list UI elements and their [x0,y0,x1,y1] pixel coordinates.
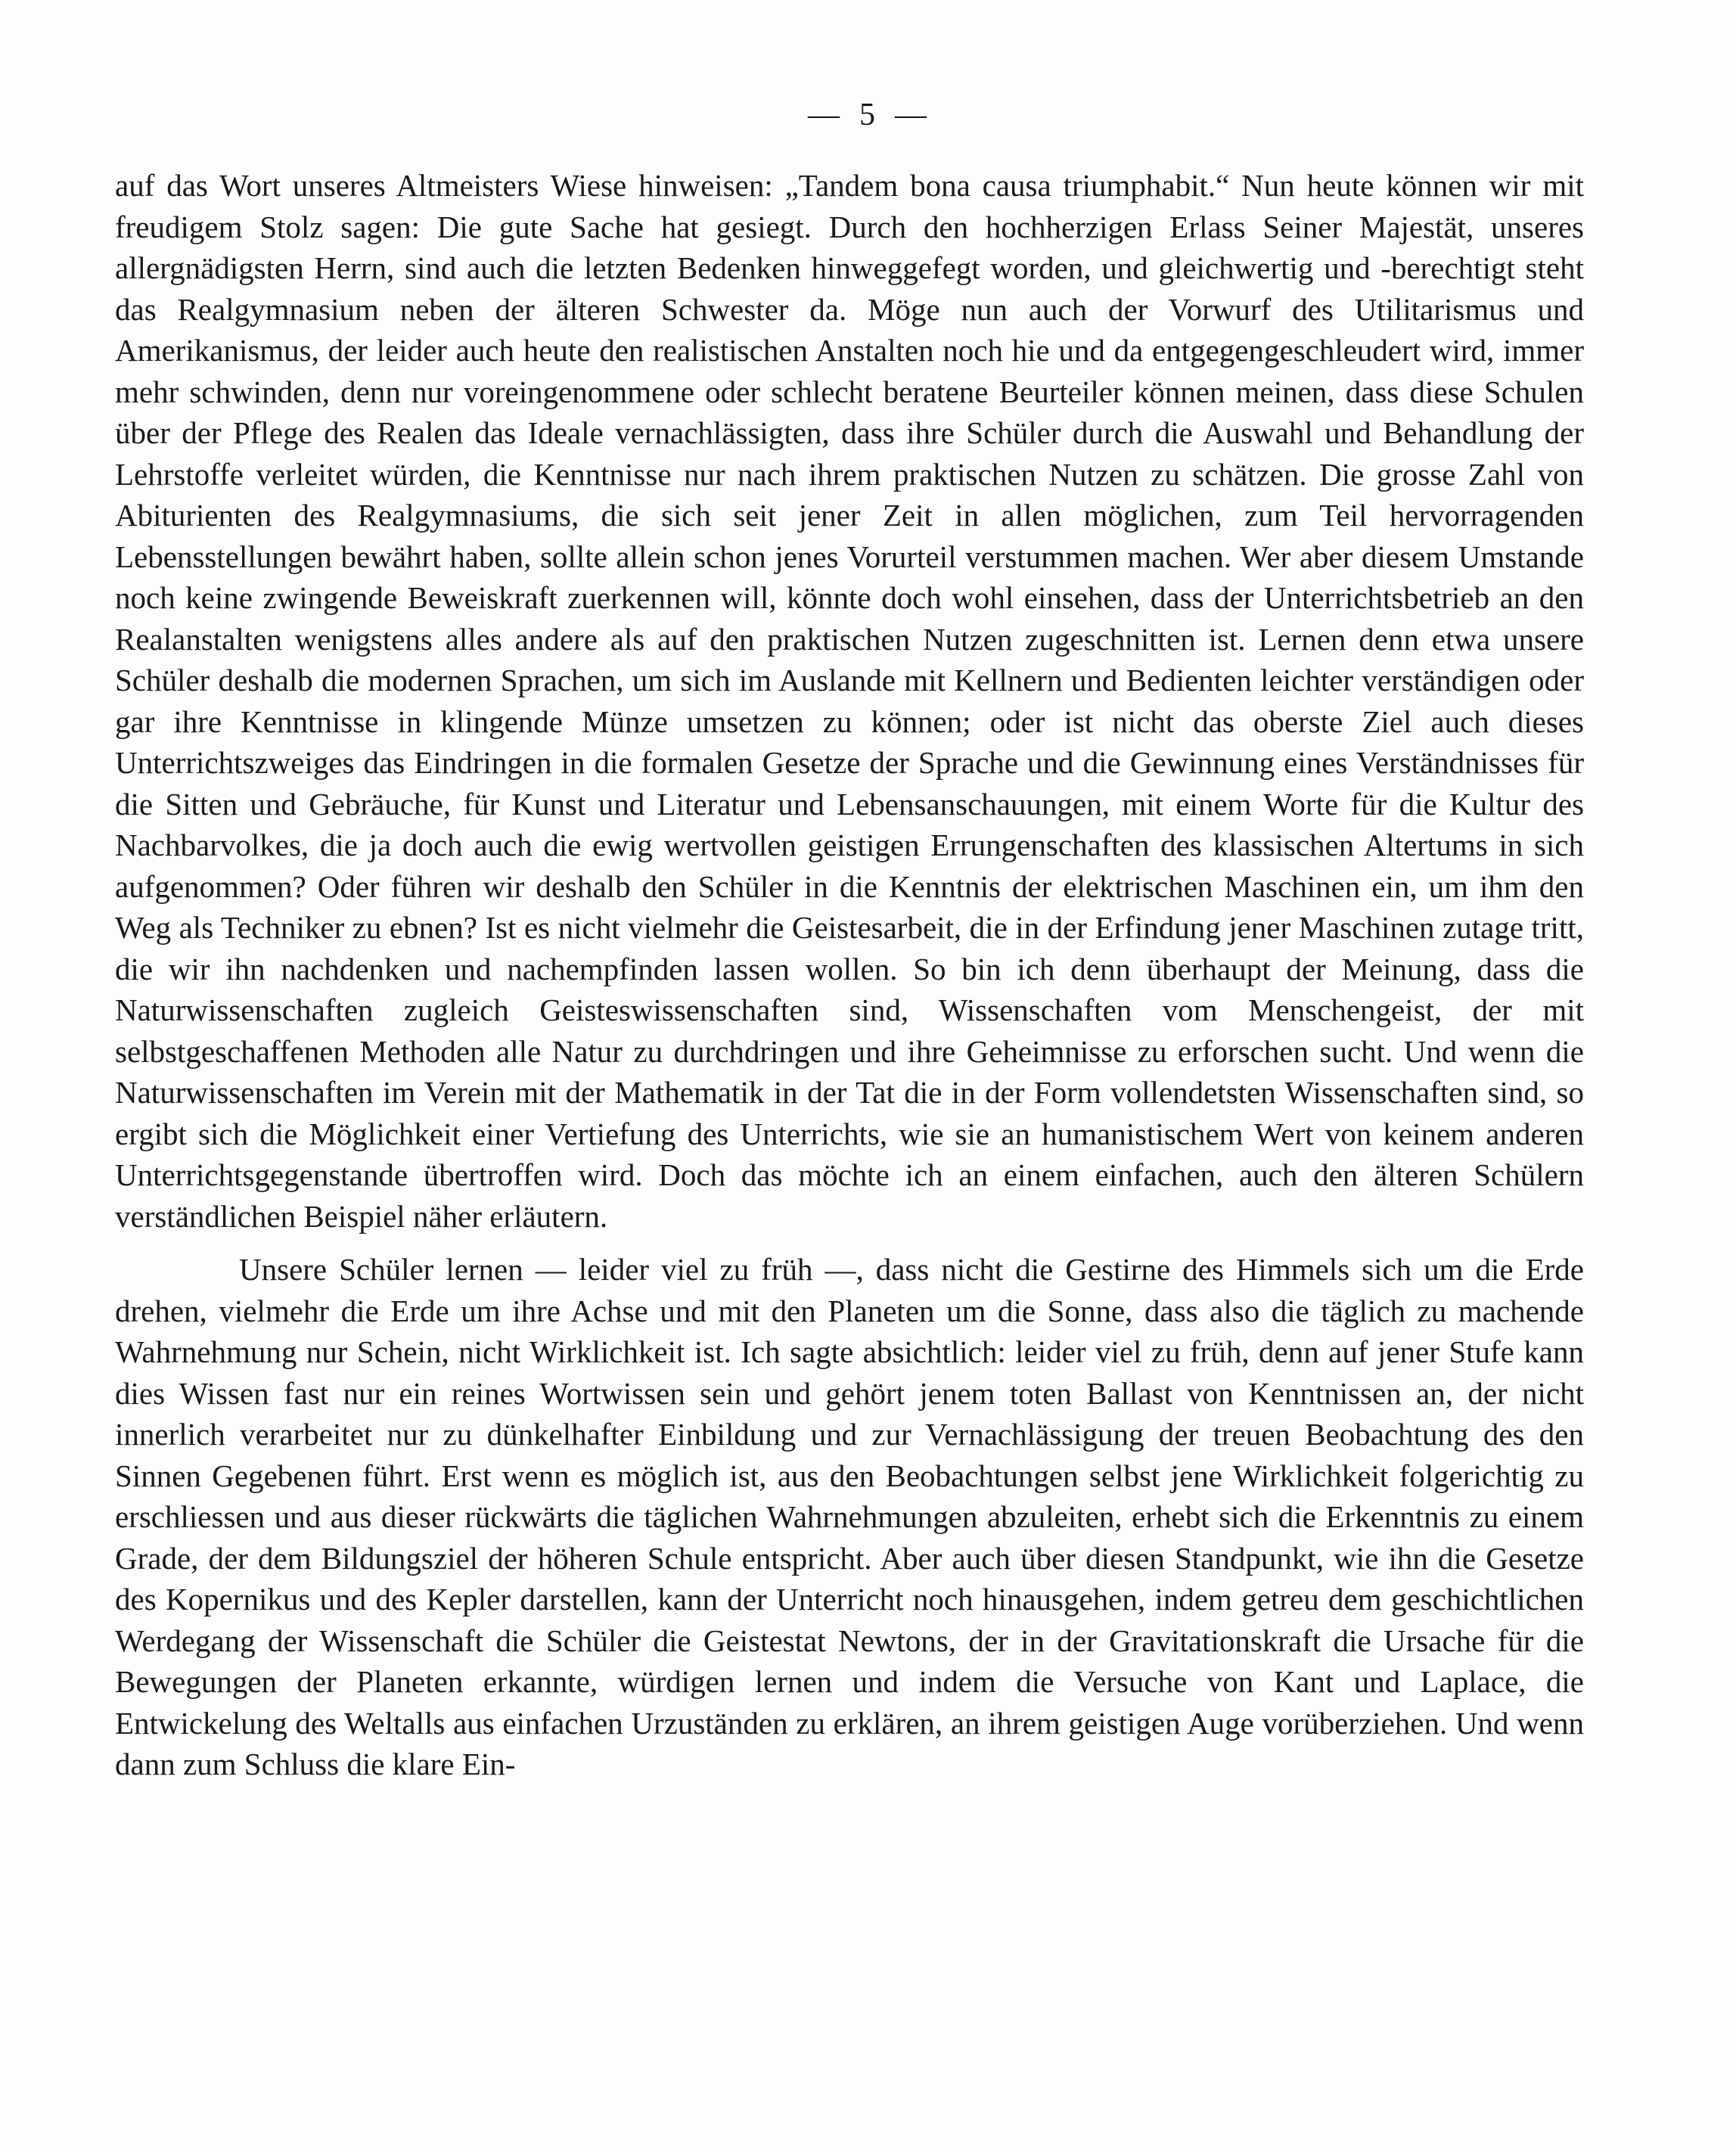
page-number-header [0,97,1736,133]
body-text [115,165,1584,1785]
page-number-dash-right: — [895,98,928,132]
page-number-dash-left: — [808,98,841,132]
paragraph-2: Unsere Schüler lernen — leider viel zu früh —, dass nicht die Gestirne des Himmels sich um die Erde drehen, vielmehr die Erde um ihre Achse und mit den Planeten um die Sonne, dass also die täglich zu machende Wahrnehmung nur Schein, nicht Wirklichkeit ist. Ich sagte absichtlich: leider viel zu früh, denn auf jener Stufe kann dies Wissen fast nur ein reines Wortwissen sein und gehört jenem toten Ballast von Kenntnissen an, der nicht innerlich verarbeitet nur zu dünkelhafter Einbildung und zur Vernachlässigung der treuen Beobachtung des den Sinnen Gegebenen führt. Erst wenn es möglich ist, aus den Beobachtungen selbst jene Wirklichkeit folgerichtig zu erschliessen und aus dieser rückwärts die täglichen Wahrnehmungen abzuleiten, erhebt sich die Erkenntnis zu einem Grade, der dem Bildungsziel der höheren Schule entspricht. Aber auch über diesen Standpunkt, wie ihn die Gesetze des Kopernikus und des Kepler darstellen, kann der Unterricht noch hinausgehen, indem getreu dem geschichtlichen Werdegang der Wissenschaft die Schüler die Geistestat Newtons, der in der Gravitationskraft die Ursache für die Bewegungen der Planeten erkannte, würdigen lernen und indem die Versuche von Kant und Laplace, die Entwickelung des Weltalls aus einfachen Urzuständen zu erklären, an ihrem geistigen Auge vorüberziehen. Und wenn dann zum Schluss die klare Ein- [115,1252,1584,1781]
page-number: 5 [859,98,877,132]
paragraph-1: auf das Wort unseres Altmeisters Wiese hinweisen: „Tandem bona causa triumphabit.“ Nun heute können wir mit freudigem Stolz sagen: Die gute Sache hat gesiegt. Durch den hochherzigen Erlass Seiner Majestät, unseres allergnädigsten Herrn, sind auch die letzten Bedenken hinweggefegt worden, und gleichwertig und -berechtigt steht das Realgymnasium neben der älteren Schwester da. Möge nun auch der Vorwurf des Utilitarismus und Amerikanismus, der leider auch heute den realistischen Anstalten noch hie und da entgegengeschleudert wird, immer mehr schwinden, denn nur voreingenommene oder schlecht beratene Beurteiler können meinen, dass diese Schulen über der Pflege des Realen das Ideale vernachlässigten, dass ihre Schüler durch die Auswahl und Behandlung der Lehrstoffe verleitet würden, die Kenntnisse nur nach ihrem praktischen Nutzen zu schätzen. Die grosse Zahl von Abiturienten des Realgymnasiums, die sich seit jener Zeit in allen möglichen, zum Teil hervorragenden Lebensstellungen bewährt haben, sollte allein schon jenes Vorurteil verstummen machen. Wer aber diesem Umstande noch keine zwingende Beweiskraft zuerkennen will, könnte doch wohl einsehen, dass der Unterrichtsbetrieb an den Realanstalten wenigstens alles andere als auf den praktischen Nutzen zugeschnitten ist. Lernen denn etwa unsere Schüler deshalb die modernen Sprachen, um sich im Auslande mit Kellnern und Bedienten leichter verständigen oder gar ihre Kenntnisse in klingende Münze umsetzen zu können; oder ist nicht das oberste Ziel auch dieses Unterrichtszweiges das Eindringen in die formalen Gesetze der Sprache und die Gewinnung eines Verständnisses für die Sitten und Gebräuche, für Kunst und Literatur und Lebensanschauungen, mit einem Worte für die Kultur des Nachbarvolkes, die ja doch auch die ewig wertvollen geistigen Errungenschaften des klassischen Altertums in sich aufgenommen? Oder führen wir deshalb den Schüler in die Kenntnis der elektrischen Maschinen ein, um ihm den Weg als Techniker zu ebnen? Ist es nicht vielmehr die Geistesarbeit, die in der Erfindung jener Maschinen zutage tritt, die wir ihn nachdenken und nachempfinden lassen wollen. So bin ich denn überhaupt der Meinung, dass die Naturwissenschaften zugleich Geisteswissenschaften sind, Wissenschaften vom Menschengeist, der mit selbstgeschaffenen Methoden alle Natur zu durchdringen und ihre Geheimnisse zu erforschen sucht. Und wenn die Naturwissenschaften im Verein mit der Mathematik in der Tat die in der Form vollendetsten Wissenschaften sind, so ergibt sich die Möglichkeit einer Vertiefung des Unterrichts, wie sie an humanistischem Wert von keinem anderen Unterrichtsgegenstande übertroffen wird. Doch das möchte ich an einem einfachen, auch den älteren Schülern verständlichen Beispiel näher erläutern. [115,168,1584,1234]
